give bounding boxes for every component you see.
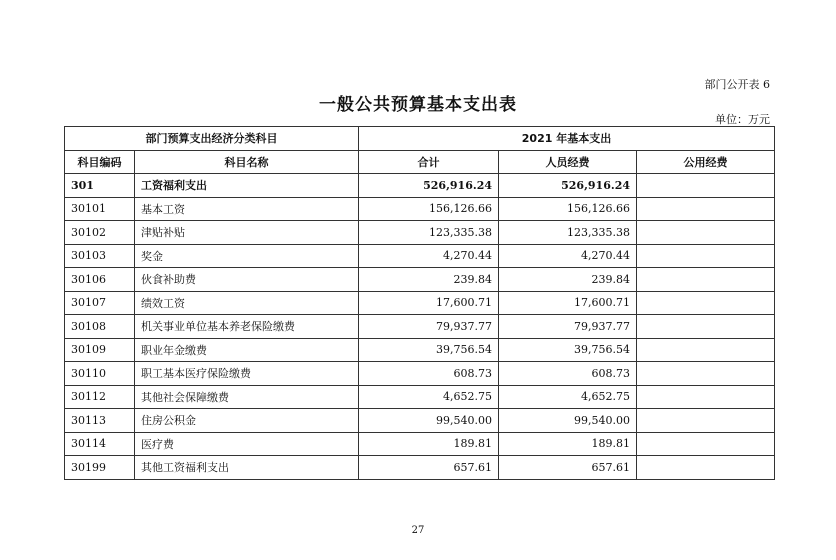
- row-code: 30112: [65, 385, 135, 409]
- row-total: 4,270.44: [359, 244, 499, 268]
- code-column-header: 科目编码: [65, 150, 135, 174]
- table-row: [65, 221, 775, 245]
- row-personnel: 526,916.24: [499, 174, 637, 198]
- row-public: [637, 221, 775, 245]
- row-total: 123,335.38: [359, 221, 499, 245]
- row-name: 工资福利支出: [135, 174, 359, 198]
- row-code: 30106: [65, 268, 135, 292]
- row-name: 奖金: [135, 244, 359, 268]
- row-personnel: 79,937.77: [499, 315, 637, 339]
- row-public: [637, 362, 775, 386]
- row-public: [637, 385, 775, 409]
- row-name: 住房公积金: [135, 409, 359, 433]
- row-total: 189.81: [359, 432, 499, 456]
- name-column-header: 科目名称: [135, 150, 359, 174]
- table-row: [65, 385, 775, 409]
- column-header-row: [65, 150, 775, 174]
- table-row: [65, 315, 775, 339]
- row-total: 99,540.00: [359, 409, 499, 433]
- row-code: 30101: [65, 197, 135, 221]
- category-group-header: 部门预算支出经济分类科目: [65, 127, 359, 151]
- row-public: [637, 338, 775, 362]
- row-code: 30102: [65, 221, 135, 245]
- table-row: [65, 197, 775, 221]
- row-name: 职业年金缴费: [135, 338, 359, 362]
- row-name: 津贴补贴: [135, 221, 359, 245]
- row-name: 机关事业单位基本养老保险缴费: [135, 315, 359, 339]
- row-code: 30103: [65, 244, 135, 268]
- row-name: 绩效工资: [135, 291, 359, 315]
- row-code: 30199: [65, 456, 135, 480]
- row-personnel: 189.81: [499, 432, 637, 456]
- budget-group-header: 2021 年基本支出: [359, 127, 775, 151]
- personnel-column-header: 人员经费: [499, 150, 637, 174]
- row-total: 657.61: [359, 456, 499, 480]
- row-total: 79,937.77: [359, 315, 499, 339]
- row-code: 30109: [65, 338, 135, 362]
- row-personnel: 608.73: [499, 362, 637, 386]
- unit-label: 单位：万元: [715, 113, 770, 126]
- group-header-row: [65, 127, 775, 151]
- row-name: 伙食补助费: [135, 268, 359, 292]
- row-name: 其他工资福利支出: [135, 456, 359, 480]
- row-public: [637, 174, 775, 198]
- row-public: [637, 268, 775, 292]
- table-row: [65, 268, 775, 292]
- row-total: 17,600.71: [359, 291, 499, 315]
- row-total: 239.84: [359, 268, 499, 292]
- row-public: [637, 315, 775, 339]
- row-code: 30113: [65, 409, 135, 433]
- row-code: 301: [65, 174, 135, 198]
- table-row: [65, 338, 775, 362]
- row-public: [637, 432, 775, 456]
- table-row: [65, 291, 775, 315]
- row-personnel: 4,270.44: [499, 244, 637, 268]
- row-personnel: 123,335.38: [499, 221, 637, 245]
- row-name: 基本工资: [135, 197, 359, 221]
- row-total: 526,916.24: [359, 174, 499, 198]
- table-row: [65, 362, 775, 386]
- row-code: 30110: [65, 362, 135, 386]
- row-public: [637, 409, 775, 433]
- row-personnel: 17,600.71: [499, 291, 637, 315]
- row-code: 30108: [65, 315, 135, 339]
- page-number: 27: [411, 525, 425, 536]
- budget-table: [64, 126, 775, 480]
- row-public: [637, 456, 775, 480]
- row-personnel: 4,652.75: [499, 385, 637, 409]
- row-name: 其他社会保障缴费: [135, 385, 359, 409]
- row-total: 4,652.75: [359, 385, 499, 409]
- row-code: 30114: [65, 432, 135, 456]
- row-total: 156,126.66: [359, 197, 499, 221]
- table-row: [65, 456, 775, 480]
- table-row: [65, 244, 775, 268]
- row-personnel: 99,540.00: [499, 409, 637, 433]
- row-total: 608.73: [359, 362, 499, 386]
- row-code: 30107: [65, 291, 135, 315]
- row-public: [637, 291, 775, 315]
- row-personnel: 156,126.66: [499, 197, 637, 221]
- row-name: 医疗费: [135, 432, 359, 456]
- page-title: 一般公共预算基本支出表: [319, 95, 517, 115]
- table-row: [65, 432, 775, 456]
- document-label: 部门公开表 6: [704, 78, 770, 91]
- row-name: 职工基本医疗保险缴费: [135, 362, 359, 386]
- total-column-header: 合计: [359, 150, 499, 174]
- row-personnel: 39,756.54: [499, 338, 637, 362]
- row-personnel: 657.61: [499, 456, 637, 480]
- table-row: [65, 409, 775, 433]
- row-public: [637, 197, 775, 221]
- row-total: 39,756.54: [359, 338, 499, 362]
- table-row: [65, 174, 775, 198]
- row-public: [637, 244, 775, 268]
- public-column-header: 公用经费: [637, 150, 775, 174]
- row-personnel: 239.84: [499, 268, 637, 292]
